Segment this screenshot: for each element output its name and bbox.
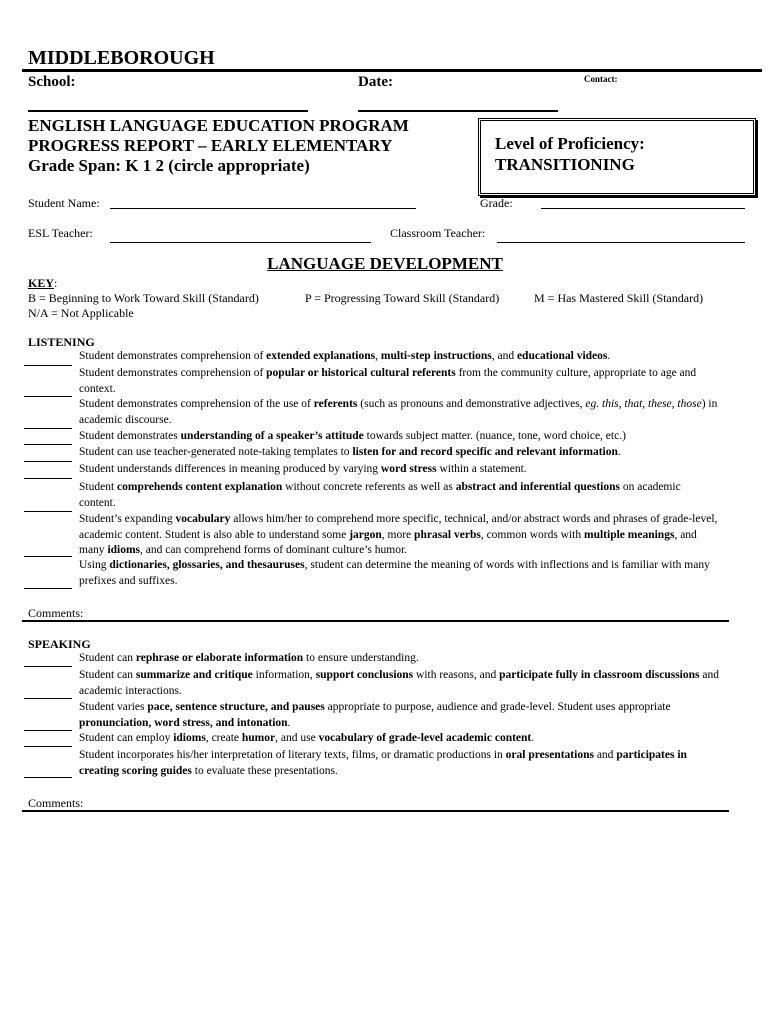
rating-blank[interactable] [24, 396, 72, 397]
esl-teacher-label: ESL Teacher: [28, 226, 93, 240]
item-text-segment: phrasal verbs [414, 528, 481, 541]
item-text-segment: Student can employ [79, 732, 174, 744]
listening-item [79, 397, 719, 428]
rating-blank[interactable] [24, 556, 72, 557]
item-text-segment: appropriate to purpose, audience and grade-level. Student uses appropriate [324, 701, 671, 713]
key-p: P = Progressing Toward Skill (Standard) [305, 291, 500, 305]
item-text-segment: Student demonstrates [79, 430, 181, 442]
speaking-title: SPEAKING [28, 637, 91, 651]
date-field[interactable] [358, 110, 558, 112]
speaking-comments-rule [22, 810, 729, 812]
item-text-segment: dictionaries, glossaries, and thesauruses [109, 559, 305, 571]
item-text-segment: multi-step instructions [380, 350, 492, 362]
key-m: M = Has Mastered Skill (Standard) [534, 291, 704, 305]
item-text-segment: to evaluate these presentations. [191, 764, 338, 777]
item-text-segment: Student demonstrates comprehension of [79, 350, 267, 362]
item-text-segment: listen for and record specific and relevant information [352, 446, 618, 458]
item-text-segment: . [531, 732, 535, 744]
item-text-segment: jargon [349, 528, 382, 541]
proficiency-label: Level of Proficiency: [495, 134, 645, 153]
item-text-segment: Student [79, 481, 118, 493]
speaking-item [79, 700, 719, 731]
item-text-segment: Student’s expanding [79, 513, 176, 525]
item-text-segment: Student can use teacher-generated note-taking templates to [79, 446, 353, 458]
program-line-1: ENGLISH LANGUAGE EDUCATION PROGRAM [28, 116, 409, 135]
date-label: Date: [358, 74, 393, 90]
grade-span-line: Grade Span: K 1 2 (circle appropriate) [28, 156, 310, 175]
listening-item [79, 558, 719, 589]
item-text-segment: referents [313, 398, 358, 410]
rating-blank[interactable] [24, 588, 72, 589]
listening-comments-label: Comments: [28, 606, 84, 620]
listening-item [79, 366, 719, 397]
listening-title: LISTENING [28, 335, 95, 349]
item-text-segment: popular or historical cultural referents [266, 367, 456, 379]
item-text-segment: Student varies [79, 701, 148, 713]
item-text-segment: and academic interactions. [79, 669, 719, 697]
rating-blank[interactable] [24, 365, 72, 366]
item-text-segment: participates in creating scoring guides [79, 749, 687, 777]
item-text-segment: Student can [79, 669, 136, 681]
classroom-teacher-field[interactable] [497, 242, 745, 243]
rating-blank[interactable] [24, 777, 72, 778]
item-text-segment: pronunciation, word stress, and intonation [79, 716, 288, 729]
item-text-segment: understanding of a speaker’s attitude [180, 430, 364, 442]
item-text-segment: Student incorporates his/her interpretation of literary texts, films, or dramatic productions in [79, 749, 506, 761]
item-text-segment: information, [252, 669, 316, 681]
item-text-segment: vocabulary of grade-level academic content [318, 732, 532, 744]
district-title: MIDDLEBOROUGH [28, 47, 215, 69]
rating-blank[interactable] [24, 428, 72, 429]
item-text-segment: to ensure understanding. [303, 652, 419, 664]
item-text-segment: . [607, 350, 611, 362]
listening-item [79, 445, 719, 461]
item-text-segment: participate fully in classroom discussions [499, 669, 700, 681]
speaking-item [79, 668, 719, 699]
school-field[interactable] [28, 110, 308, 112]
item-text-segment: educational videos [516, 350, 608, 362]
item-text-segment: extended explanations [266, 350, 376, 362]
item-text-segment: , common words with [480, 528, 585, 541]
esl-teacher-field[interactable] [110, 242, 371, 243]
school-label: School: [28, 74, 76, 90]
item-text-segment: , and [491, 350, 517, 362]
item-text-segment: Student understands differences in meaning produced by varying [79, 463, 381, 475]
item-text-segment: vocabulary [175, 513, 231, 525]
item-text-segment: , and use [275, 732, 319, 744]
rating-blank[interactable] [24, 511, 72, 512]
key-block: KEY: [28, 276, 58, 290]
item-text-segment: (such as pronouns and demonstrative adjectives, [357, 398, 586, 410]
item-text-segment: and [593, 749, 617, 761]
speaking-item [79, 651, 719, 667]
item-text-segment: pace, sentence structure, and pauses [147, 701, 325, 713]
rating-blank[interactable] [24, 478, 72, 479]
item-text-segment: within a statement. [436, 463, 527, 475]
classroom-teacher-label: Classroom Teacher: [390, 226, 486, 240]
program-title [28, 116, 409, 176]
item-text-segment: comprehends content explanation [117, 481, 283, 493]
item-text-segment: rephrase or elaborate information [135, 652, 304, 664]
item-text-segment: , and can comprehend forms of dominant culture’s humor. [140, 544, 408, 556]
item-text-segment: multiple meanings [584, 528, 675, 541]
item-text-segment: with reasons, and [413, 669, 500, 681]
section-title: LANGUAGE DEVELOPMENT [267, 254, 503, 273]
rating-blank[interactable] [24, 666, 72, 667]
key-na: N/A = Not Applicable [28, 306, 134, 320]
item-text-segment: idioms [173, 732, 206, 744]
rating-blank[interactable] [24, 746, 72, 747]
student-name-label: Student Name: [28, 196, 100, 210]
item-text-segment: , [375, 350, 381, 362]
item-text-segment: Student demonstrates comprehension of [79, 367, 267, 379]
key-b: B = Beginning to Work Toward Skill (Standard) [28, 291, 259, 305]
proficiency-value: TRANSITIONING [495, 155, 635, 174]
item-text-segment: on academic content. [79, 481, 681, 509]
item-text-segment: . [287, 716, 291, 729]
item-text-segment: , and many [79, 528, 697, 556]
item-text-segment: allows him/her to comprehend more specific, technical, and/or abstract words and phrases of grade-level, academic content. Student is also able to understand some [79, 513, 718, 541]
item-text-segment: Student can [79, 652, 136, 664]
item-text-segment: , more [381, 528, 415, 541]
item-text-segment: , student can determine the meaning of words with inflections and is familiar with many prefixes and suffixes. [79, 559, 710, 587]
item-text-segment: abstract and inferential questions [455, 481, 621, 493]
listening-item [79, 462, 719, 478]
item-text-segment: . [617, 446, 621, 458]
item-text-segment: , create [205, 732, 242, 744]
program-line-2: PROGRESS REPORT – EARLY ELEMENTARY [28, 136, 393, 155]
rating-blank[interactable] [24, 730, 72, 731]
speaking-comments-label: Comments: [28, 796, 84, 810]
item-text-segment: humor [241, 732, 276, 744]
rating-blank[interactable] [24, 698, 72, 699]
item-text-segment: Student demonstrates comprehension of the use of [79, 398, 314, 410]
rating-blank[interactable] [24, 461, 72, 462]
item-text-segment: word stress [380, 463, 437, 475]
item-text-segment: from the community culture, appropriate to age and context. [79, 367, 697, 395]
item-text-segment: Using [79, 559, 110, 571]
listening-item [79, 349, 719, 365]
item-text-segment: support conclusions [315, 669, 414, 681]
key-label: KEY [28, 276, 55, 290]
speaking-item [79, 748, 719, 779]
item-text-segment: summarize and critique [135, 669, 253, 681]
rating-blank[interactable] [24, 444, 72, 445]
grade-label: Grade: [480, 196, 513, 210]
grade-field[interactable] [541, 208, 745, 209]
listening-comments-rule [22, 620, 729, 622]
header-rule [22, 69, 762, 72]
item-text-segment: ) in academic discourse. [79, 398, 718, 426]
listening-item [79, 480, 719, 511]
item-text-segment: without concrete referents as well as [282, 481, 456, 493]
proficiency-box [478, 118, 756, 196]
student-name-field[interactable] [110, 208, 416, 209]
item-text-segment: idioms [107, 544, 141, 556]
item-text-segment: oral presentations [505, 749, 594, 761]
item-text-segment: towards subject matter. (nuance, tone, word choice, etc.) [363, 430, 626, 442]
item-text-segment: eg. this, that, these, those [585, 398, 702, 410]
listening-item [79, 429, 719, 445]
contact-label: Contact: [584, 74, 618, 84]
speaking-item [79, 731, 719, 747]
listening-item [79, 512, 719, 559]
